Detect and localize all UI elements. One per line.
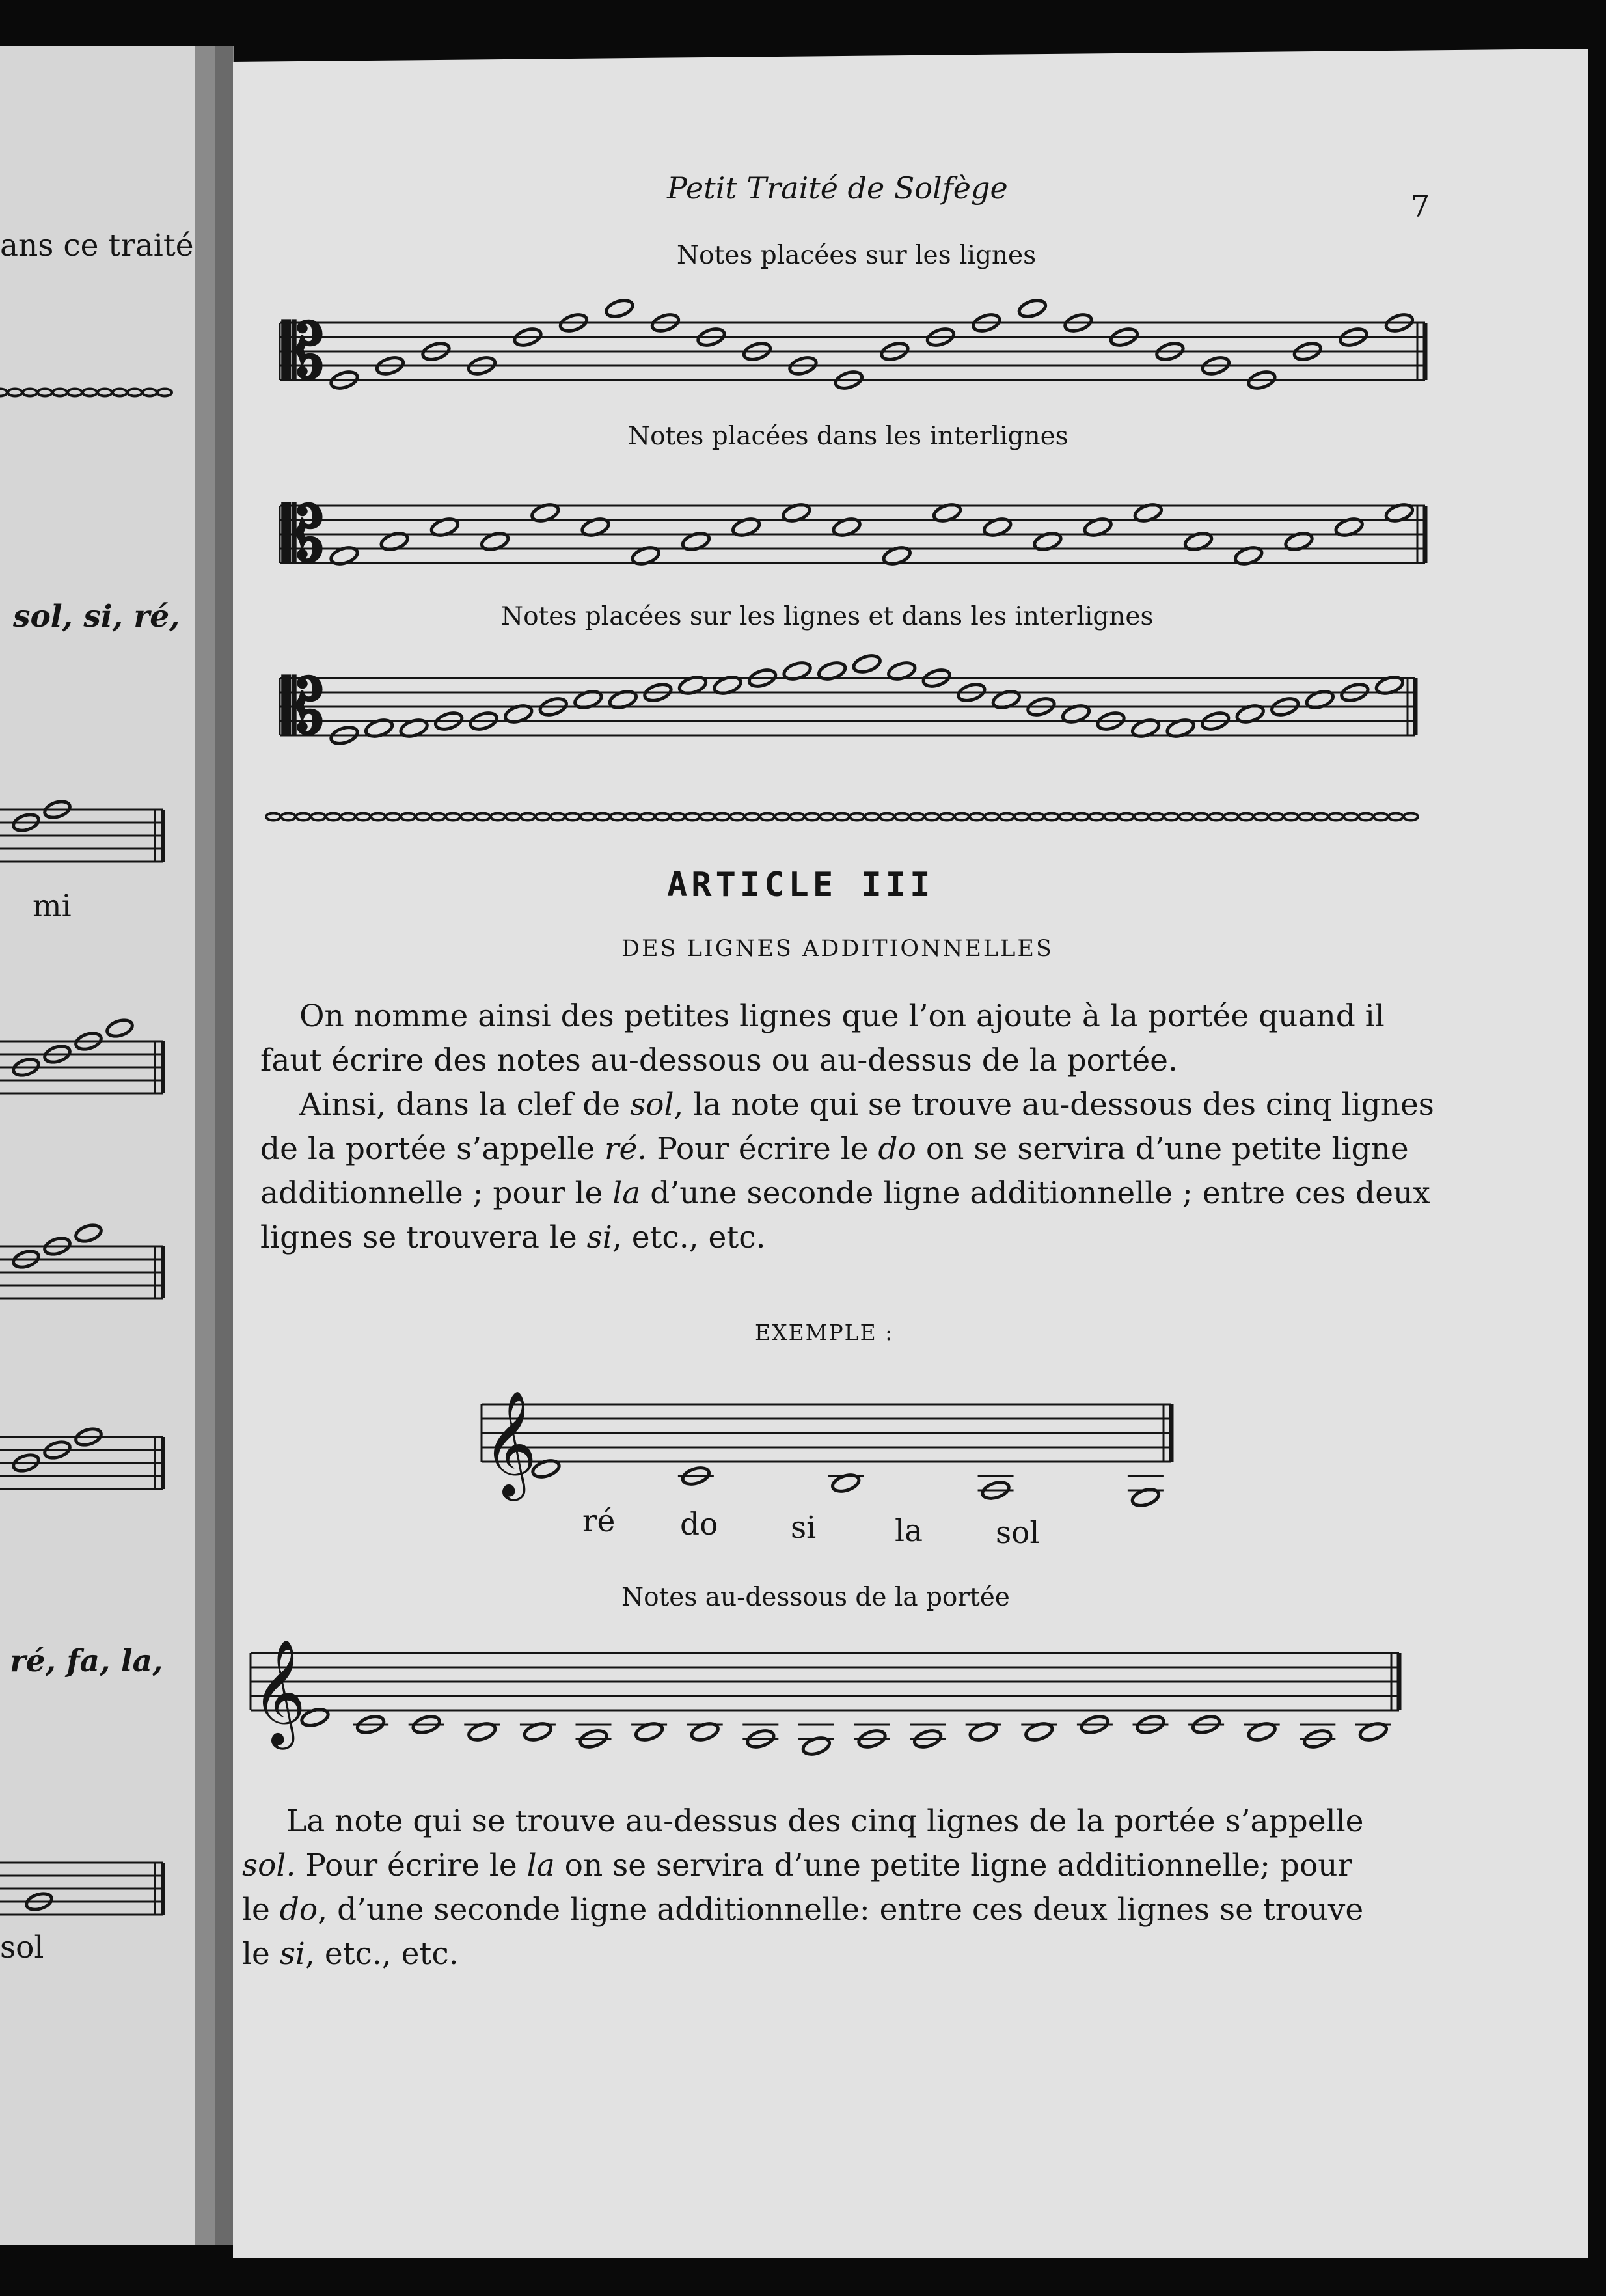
paragraph-3-line-2: sol. Pour écrire le la on se servira d’une petite ligne additionnelle; pour <box>242 1848 1352 1883</box>
left-fragment-top: ans ce traité <box>0 228 194 264</box>
exemple-note-re: ré <box>582 1503 616 1539</box>
c-clef-icon: 𝄡 <box>282 663 324 750</box>
article-subtitle: DES LIGNES ADDITIONNELLES <box>621 936 1054 962</box>
paragraph-1-line-2: faut écrire des notes au-dessous ou au-dessus de la portée. <box>260 1043 1178 1078</box>
c-clef-icon: 𝄡 <box>282 308 324 395</box>
caption-below: Notes au-dessous de la portée <box>621 1583 1010 1612</box>
left-fragment-notes-1: sol, si, ré, <box>13 599 180 635</box>
paragraph-2-line-2: de la portée s’appelle ré. Pour écrire le do on se servira d’une petite ligne <box>260 1131 1409 1167</box>
exemple-note-si: si <box>791 1510 817 1546</box>
caption-lines: Notes placées sur les lignes <box>677 241 1037 270</box>
treble-clef-icon: 𝄞 <box>483 1389 538 1497</box>
treble-clef-icon: 𝄞 <box>252 1638 306 1745</box>
paragraph-3-line-3: le do, d’une seconde ligne additionnelle: entre ces deux lignes se trouve <box>242 1892 1364 1928</box>
c-clef-icon: 𝄡 <box>282 491 324 578</box>
page-number: 7 <box>1411 189 1430 224</box>
paragraph-2 <box>260 1083 1434 1260</box>
running-head: Petit Traité de Solfège <box>667 171 1008 206</box>
paragraph-3-line-1: La note qui se trouve au-dessus des cinq lignes de la portée s’appelle <box>286 1803 1364 1839</box>
paragraph-3 <box>242 1799 1363 1976</box>
paragraph-1-line-1: On nomme ainsi des petites lignes que l’on ajoute à la portée quand il <box>299 998 1385 1034</box>
exemple-label: EXEMPLE : <box>755 1320 894 1345</box>
left-fragment-sol: sol <box>0 1930 44 1965</box>
paragraph-2-line-4: lignes se trouvera le si, etc., etc. <box>260 1220 766 1255</box>
paragraph-2-line-1: Ainsi, dans la clef de sol, la note qui se trouve au-dessous des cinq lignes <box>299 1087 1434 1123</box>
article-title: ARTICLE III <box>667 866 934 905</box>
left-fragment-notes-2: ré, fa, la, <box>10 1643 163 1679</box>
caption-both: Notes placées sur les lignes et dans les interlignes <box>501 602 1154 631</box>
paragraph-1 <box>260 994 1385 1083</box>
left-fragment-mi: mi <box>33 888 72 924</box>
exemple-note-do: do <box>680 1507 718 1542</box>
paragraph-3-line-4: le si, etc., etc. <box>242 1936 459 1972</box>
caption-spaces: Notes placées dans les interlignes <box>628 422 1068 451</box>
paragraph-2-line-3: additionnelle ; pour le la d’une seconde ligne additionnelle ; entre ces deux <box>260 1175 1430 1211</box>
exemple-note-la: la <box>895 1513 923 1549</box>
exemple-note-sol: sol <box>996 1515 1040 1551</box>
